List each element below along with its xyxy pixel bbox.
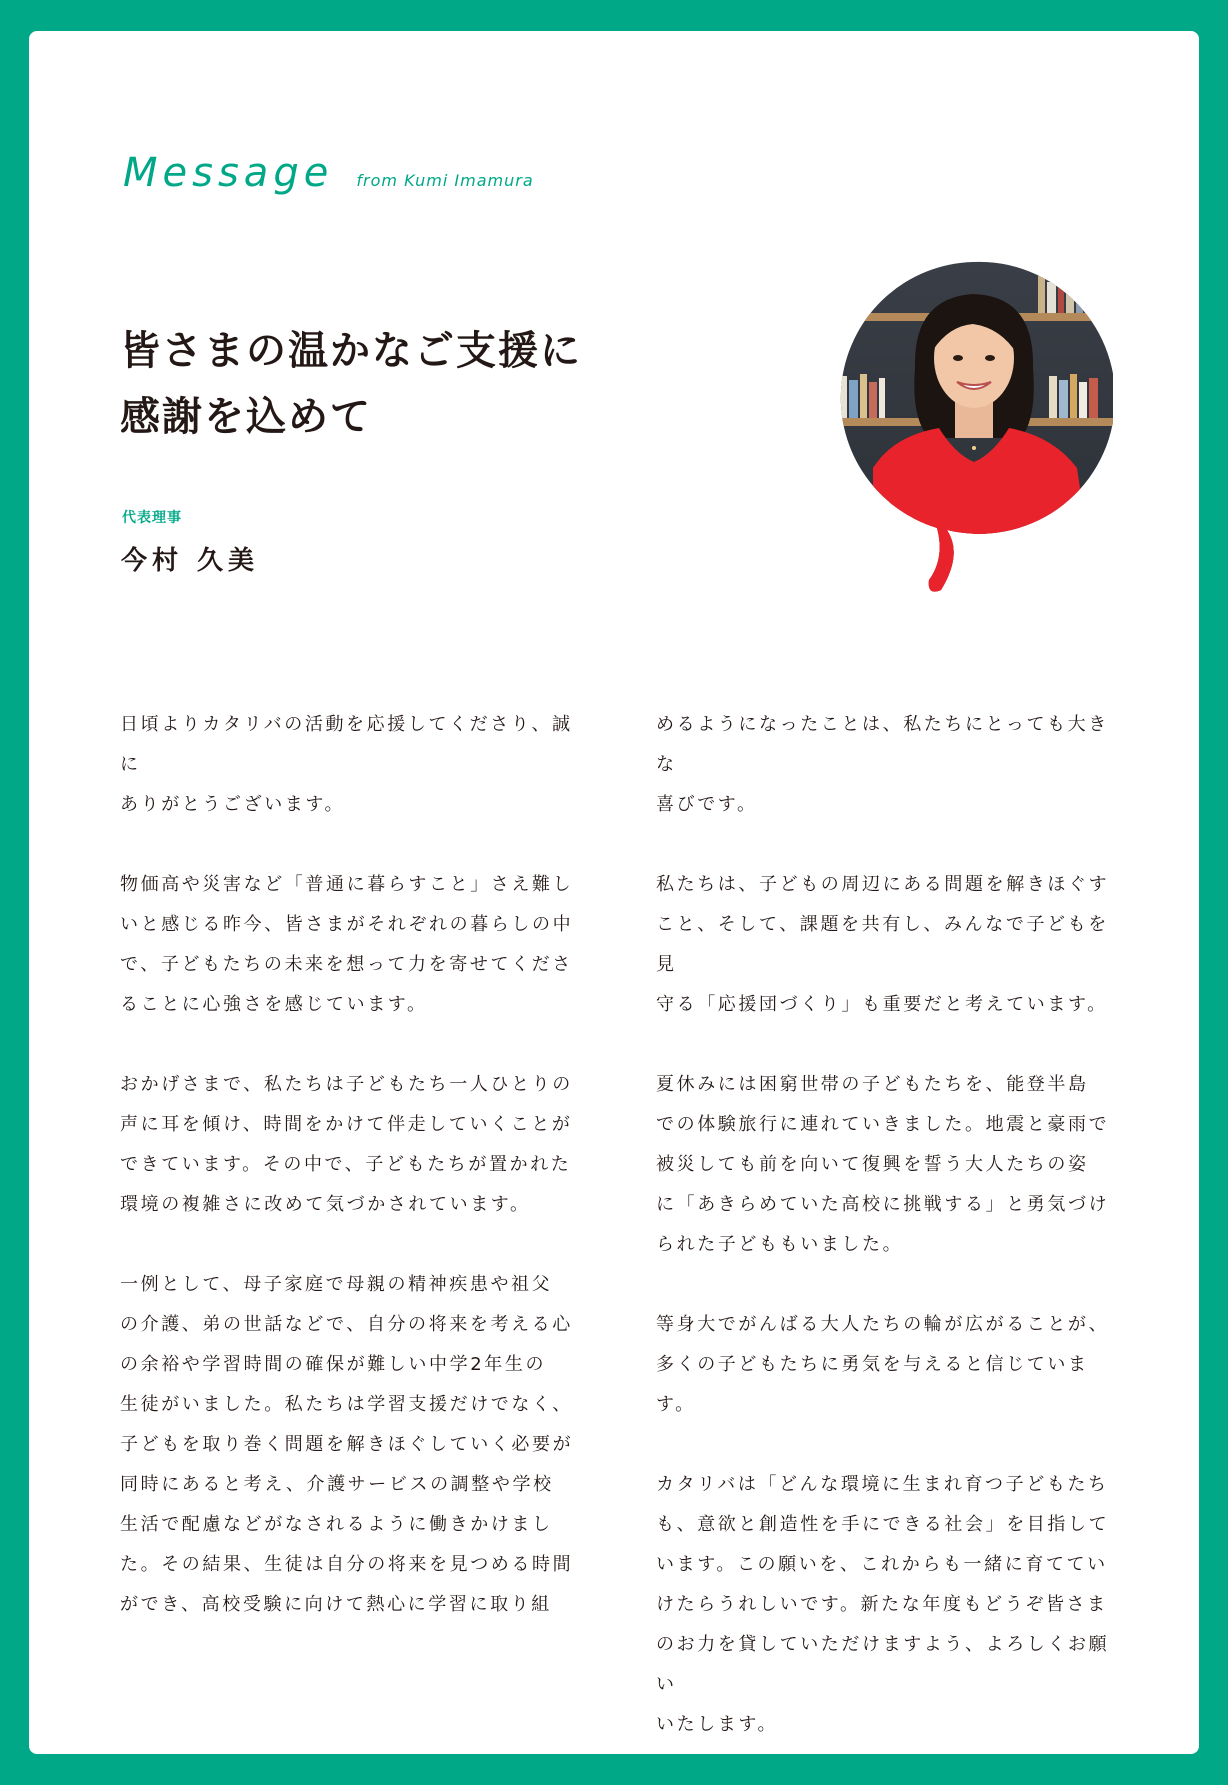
body-line: いたします。 — [656, 1714, 779, 1735]
body-line: の介護、弟の世話などで、自分の将来を考える心 — [120, 1314, 573, 1335]
body-line: こと、そして、課題を共有し、みんなで子どもを見 — [656, 914, 1109, 975]
body-line: めるようになったことは、私たちにとっても大きな — [656, 714, 1109, 775]
body-line: ることに心強さを感じています。 — [120, 994, 428, 1015]
page-title — [120, 318, 582, 450]
body-left-column — [120, 705, 580, 1665]
body-line: た。その結果、生徒は自分の将来を見つめる時間 — [120, 1554, 574, 1575]
body-line: います。この願いを、これからも一緒に育ててい — [656, 1554, 1108, 1575]
body-line: 生活で配慮などがなされるように働きかけまし — [120, 1514, 553, 1535]
body-paragraph — [120, 1265, 580, 1625]
body-line: で、子どもたちの未来を想って力を寄せてくださ — [120, 954, 573, 975]
body-line: のお力を貸していただけますよう、よろしくお願い — [656, 1634, 1110, 1695]
body-line: 環境の複雑さに改めて気づかされています。 — [120, 1194, 531, 1215]
body-paragraph — [120, 705, 580, 825]
body-paragraph — [120, 1065, 580, 1225]
body-line: ありがとうございます。 — [120, 794, 346, 815]
body-paragraph — [656, 1465, 1116, 1745]
title-line: 感謝を込めて — [120, 394, 372, 440]
title-line: 皆さまの温かなご支援に — [120, 328, 582, 374]
body-paragraph — [656, 705, 1116, 825]
body-line: 一例として、母子家庭で母親の精神疾患や祖父 — [120, 1274, 553, 1295]
heading-from-author: from Kumi Imamura — [356, 171, 534, 190]
body-line: 夏休みには困窮世帯の子どもたちを、能登半島 — [656, 1074, 1089, 1095]
body-line: に「あきらめていた高校に挑戦する」と勇気づけ — [656, 1194, 1110, 1215]
body-line: も、意欲と創造性を手にできる社会」を目指して — [656, 1514, 1110, 1535]
body-line: できています。その中で、子どもたちが置かれた — [120, 1154, 572, 1175]
message-heading — [123, 150, 534, 196]
body-paragraph — [656, 1305, 1116, 1425]
body-line: 多くの子どもたちに勇気を与えると信じています。 — [656, 1354, 1089, 1415]
body-line: いと感じる昨今、皆さまがそれぞれの暮らしの中 — [120, 914, 574, 935]
body-line: 日頃よりカタリバの活動を応援してくださり、誠に — [120, 714, 573, 775]
body-right-column — [656, 705, 1116, 1785]
body-line: 子どもを取り巻く問題を解きほぐしていく必要が — [120, 1434, 574, 1455]
body-line: られた子どももいました。 — [656, 1234, 904, 1255]
body-line: 物価高や災害など「普通に暮らすこと」さえ難し — [120, 874, 574, 895]
body-line: 被災しても前を向いて復興を誓う大人たちの姿 — [656, 1154, 1089, 1175]
body-line: 生徒がいました。私たちは学習支援だけでなく、 — [120, 1394, 573, 1415]
author-role: 代表理事 — [122, 510, 182, 526]
body-line: 喜びです。 — [656, 794, 758, 815]
body-line: おかげさまで、私たちは子どもたち一人ひとりの — [120, 1074, 573, 1095]
portrait-photo — [833, 258, 1113, 598]
body-line: 等身大でがんばる大人たちの輪が広がることが、 — [656, 1314, 1110, 1335]
body-line: 私たちは、子どもの周辺にある問題を解きほぐす — [656, 874, 1110, 895]
body-line: 守る「応援団づくり」も重要だと考えています。 — [656, 994, 1108, 1015]
body-line: での体験旅行に連れていきました。地震と豪雨で — [656, 1114, 1110, 1135]
body-paragraph — [656, 865, 1116, 1025]
body-line: けたらうれしいです。新たな年度もどうぞ皆さま — [656, 1594, 1108, 1615]
body-line: 同時にあると考え、介護サービスの調整や学校 — [120, 1474, 554, 1495]
heading-message: Message — [123, 150, 334, 196]
body-paragraph — [120, 865, 580, 1025]
body-line: 声に耳を傾け、時間をかけて伴走していくことが — [120, 1114, 573, 1135]
body-line: ができ、高校受験に向けて熱心に学習に取り組 — [120, 1594, 552, 1615]
body-paragraph — [656, 1065, 1116, 1265]
author-name: 今村 久美 — [121, 546, 260, 576]
body-line: カタリバは「どんな環境に生まれ育つ子どもたち — [656, 1474, 1109, 1495]
body-line: の余裕や学習時間の確保が難しい中学2年生の — [120, 1354, 547, 1375]
